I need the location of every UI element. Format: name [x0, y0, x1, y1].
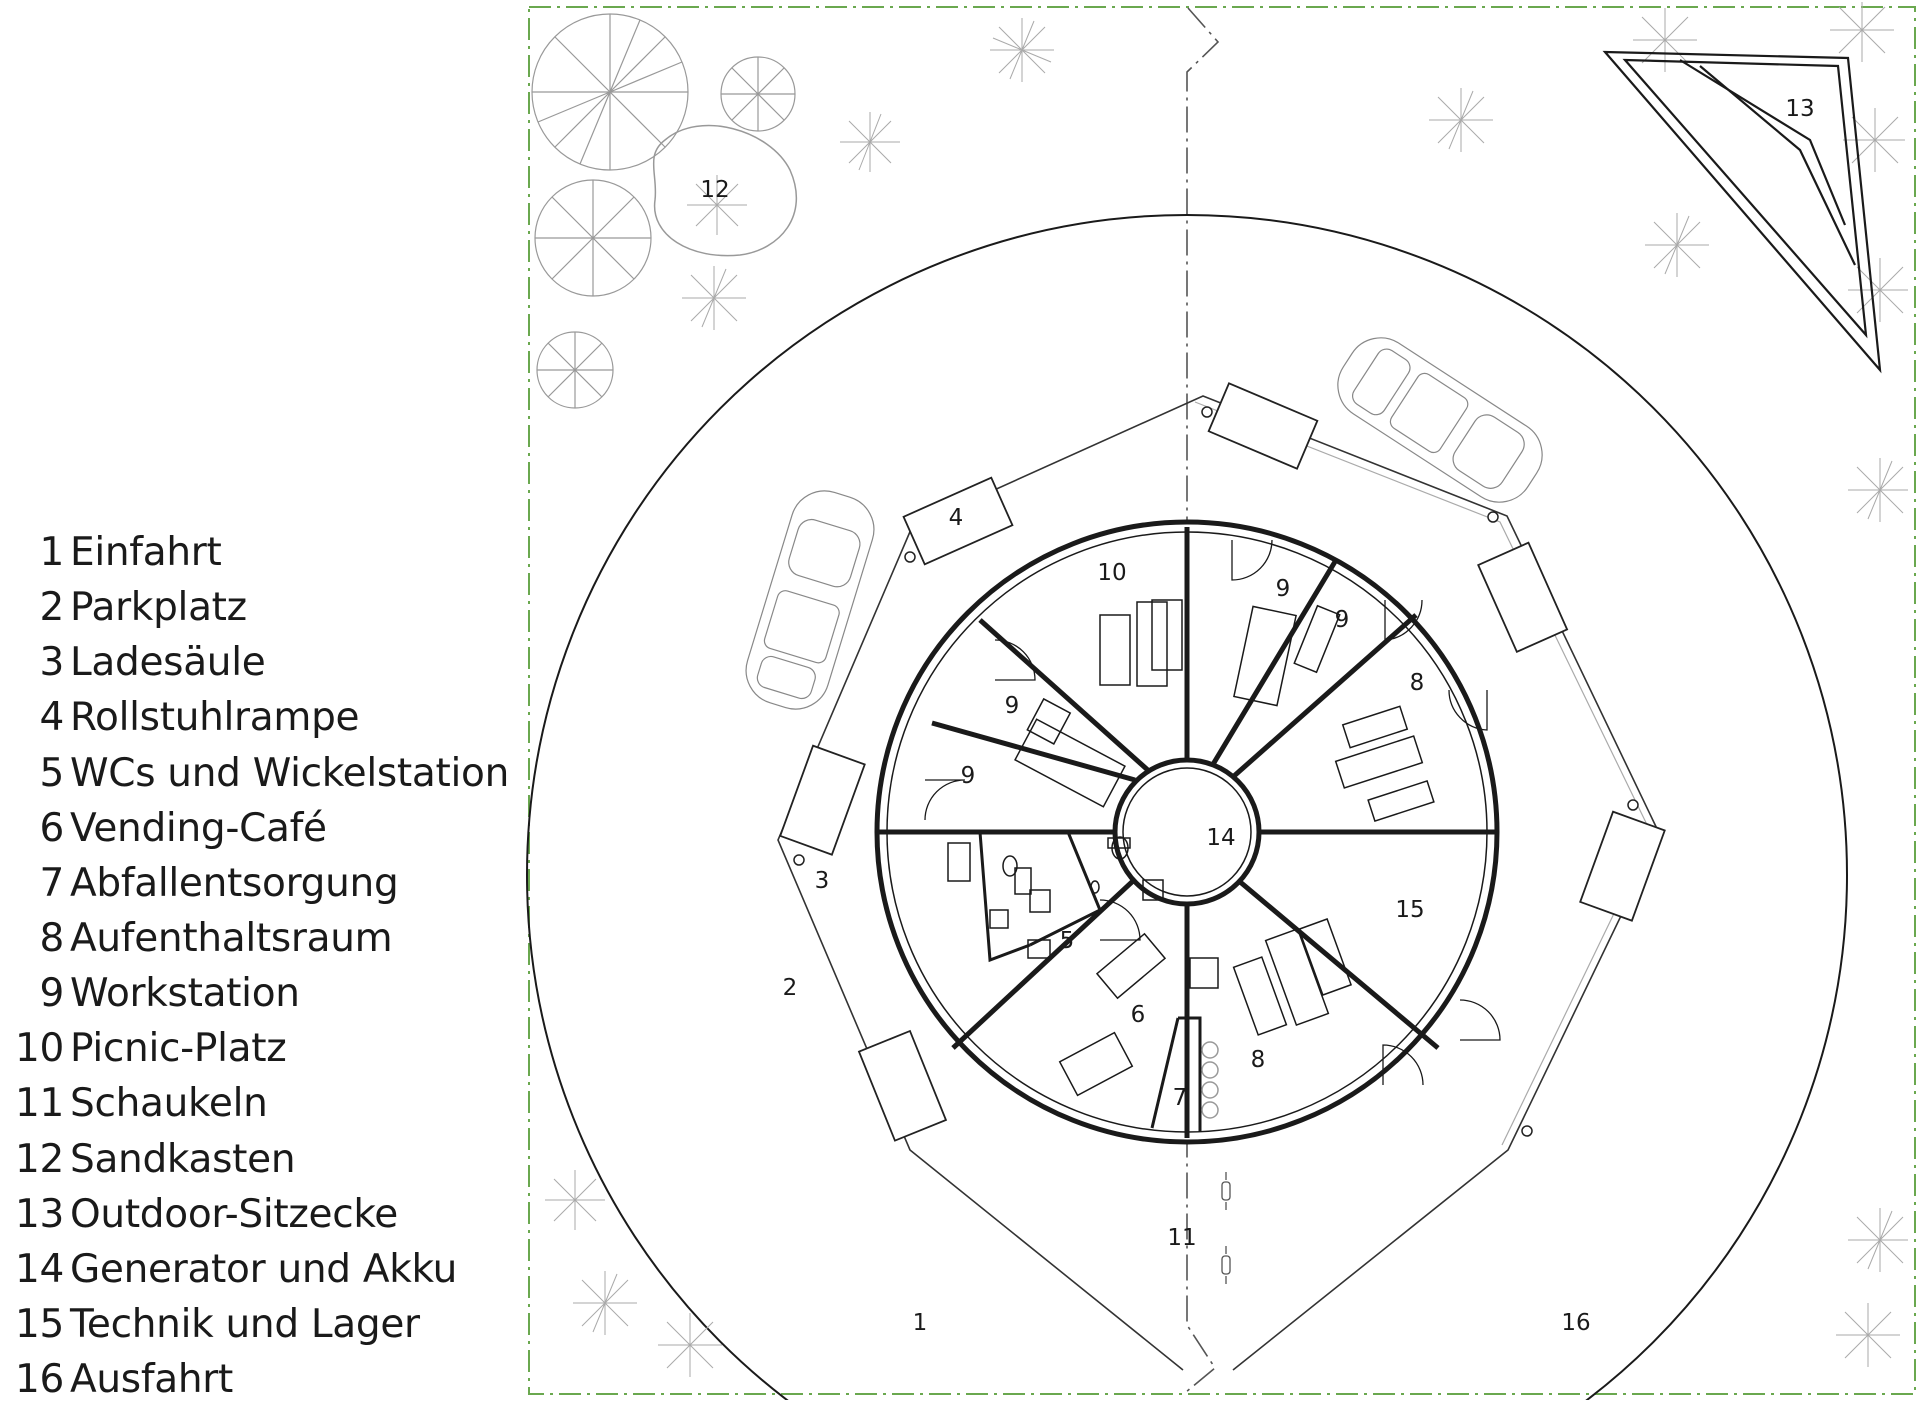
- legend-number: 15: [14, 1301, 64, 1347]
- plan-label: 9: [1334, 607, 1350, 633]
- parking-bay: [1580, 812, 1665, 921]
- plan-label: 14: [1206, 825, 1236, 851]
- shrub: [1848, 458, 1908, 522]
- outdoor-seating: [1605, 52, 1880, 370]
- tree: [721, 57, 795, 131]
- plan-label: 8: [1250, 1047, 1266, 1073]
- charging-point: [905, 552, 915, 562]
- legend-number: 13: [14, 1191, 64, 1237]
- plan-label: 13: [1785, 96, 1815, 122]
- shrub: [682, 266, 746, 330]
- legend-label: Sandkasten: [70, 1136, 296, 1182]
- shrub: [1843, 108, 1905, 172]
- plan-label: 9: [1004, 693, 1020, 719]
- legend-number: 14: [14, 1246, 64, 1292]
- tree: [535, 180, 651, 296]
- legend-number: 2: [39, 585, 64, 631]
- charging-point: [794, 855, 804, 865]
- car-right: [1325, 325, 1555, 515]
- legend-label: Aufenthaltsraum: [70, 915, 393, 961]
- parking-bay: [1478, 543, 1567, 652]
- legend-label: Parkplatz: [70, 585, 247, 631]
- legend-label: Technik und Lager: [70, 1301, 420, 1347]
- plan-label: 7: [1172, 1085, 1188, 1111]
- plan-label: 2: [782, 975, 798, 1001]
- legend-number: 5: [39, 750, 64, 796]
- legend-label: Rollstuhlrampe: [70, 695, 360, 741]
- legend-number: 6: [39, 805, 64, 851]
- legend-number: 9: [39, 971, 64, 1017]
- shrub: [840, 112, 900, 172]
- shrub: [1645, 213, 1709, 277]
- legend-label: Vending-Café: [70, 805, 327, 851]
- plan-label: 1: [912, 1310, 928, 1336]
- legend-label: Ausfahrt: [70, 1357, 233, 1403]
- legend-number: 1: [39, 530, 64, 575]
- swings: [1222, 1172, 1230, 1284]
- shrub: [990, 18, 1054, 82]
- legend-number: 8: [39, 915, 64, 961]
- shrub: [1848, 258, 1908, 322]
- plan-label: 3: [814, 868, 830, 894]
- legend-number: 12: [14, 1136, 64, 1182]
- legend-label: WCs und Wickelstation: [70, 750, 510, 796]
- plan-label: 6: [1130, 1002, 1146, 1028]
- parking-bay: [780, 746, 865, 855]
- shrub: [573, 1271, 637, 1335]
- plan-label: 12: [700, 177, 730, 203]
- legend-label: Einfahrt: [70, 530, 222, 575]
- generator-core-outer: [1115, 760, 1259, 904]
- plan-label: 5: [1059, 928, 1075, 954]
- shrub: [1429, 88, 1493, 152]
- plan-label: 11: [1167, 1225, 1197, 1251]
- shrub: [1848, 1208, 1908, 1272]
- legend-number: 3: [39, 640, 64, 686]
- legend-number: 11: [14, 1081, 64, 1127]
- legend-number: 7: [39, 860, 64, 906]
- shrub: [1836, 1303, 1900, 1367]
- legend-label: Schaukeln: [70, 1081, 268, 1127]
- plan-label: 8: [1409, 670, 1425, 696]
- shrub: [658, 1313, 722, 1377]
- car-left: [738, 483, 883, 718]
- plan-label: 9: [960, 763, 976, 789]
- legend-label: Ladesäule: [70, 640, 266, 686]
- legend-label: Outdoor-Sitzecke: [70, 1191, 398, 1237]
- legend-label: Generator und Akku: [70, 1246, 457, 1292]
- parking-bay: [1209, 383, 1318, 468]
- trees-large: [532, 14, 795, 408]
- plan-label: 9: [1275, 576, 1291, 602]
- tree: [537, 332, 613, 408]
- parking-bay: [859, 1031, 946, 1141]
- charging-point: [1522, 1126, 1532, 1136]
- charging-point: [1202, 407, 1212, 417]
- legend-label: Workstation: [70, 971, 300, 1017]
- legend-label: Abfallentsorgung: [70, 860, 399, 906]
- plan-label: 10: [1097, 560, 1127, 586]
- shrub: [1830, 2, 1894, 62]
- shrub: [545, 1170, 605, 1230]
- legend-number: 4: [39, 695, 64, 741]
- charging-point: [1488, 512, 1498, 522]
- plan-label: 15: [1395, 897, 1425, 923]
- plan-label: 16: [1561, 1310, 1591, 1336]
- legend-number: 10: [14, 1026, 64, 1072]
- charging-point: [1628, 800, 1638, 810]
- legend-label: Picnic-Platz: [70, 1026, 287, 1072]
- legend-number: 16: [14, 1357, 64, 1403]
- tree: [532, 14, 688, 170]
- plan-label: 4: [948, 505, 964, 531]
